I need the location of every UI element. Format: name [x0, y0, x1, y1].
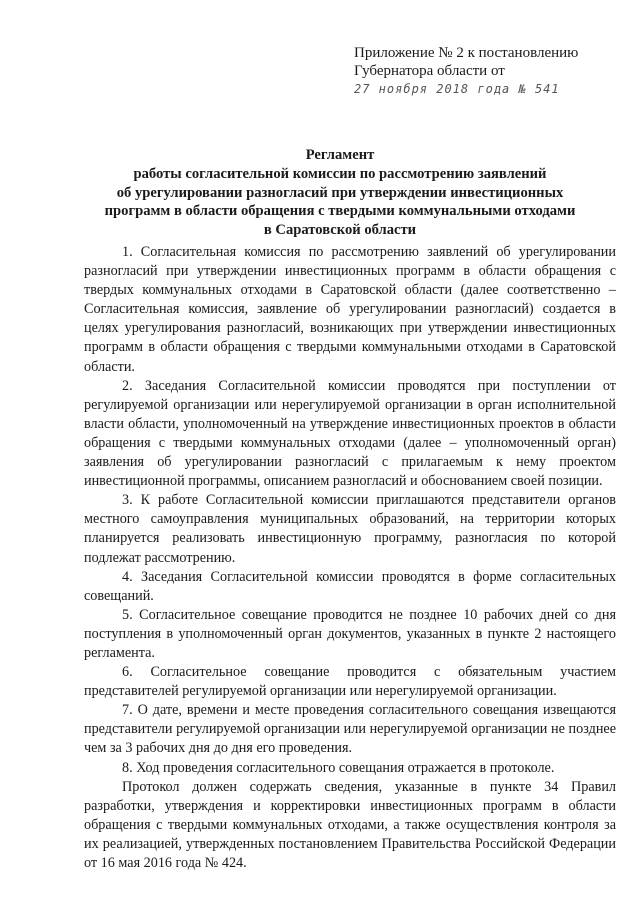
appendix-line-2: Губернатора области от: [354, 63, 505, 79]
paragraph-6: 6. Согласительное совещание проводится с обязательным участием представителей регулируемой организации или нерегулируемой организации.: [84, 664, 616, 700]
paragraph-7: 7. О дате, времени и месте проведения согласительного совещания извещаются представители регулируемой организации или нерегулируемой организации не позднее чем за 3 рабочих дня до дня его проведения.: [84, 702, 616, 757]
title-line-4: программ в области обращения с твердыми коммунальными отходами: [104, 203, 576, 220]
appendix-header: [354, 44, 624, 98]
title-line-2: работы согласительной комиссии по рассмотрению заявлений: [133, 165, 547, 182]
paragraph-1: 1. Согласительная комиссия по рассмотрению заявлений об урегулировании разногласий при утверждении инвестиционных программ в области обращения с твердых коммунальных отходами в Саратовской области (далее соответственно – Согласительная комиссия, заявление об урегулировании разногласий) создается в целях урегулирования разногласий, возникающих при утверждении инвестиционных программ в области обращения с твердыми коммунальными отходами в Саратовской области.: [84, 244, 616, 375]
title-line-5: в Саратовской области: [263, 222, 417, 239]
paragraph-4: 4. Заседания Согласительной комиссии проводятся в форме согласительных совещаний.: [84, 568, 616, 604]
paragraph-5: 5. Согласительное совещание проводится не позднее 10 рабочих дней со дня поступления в уполномоченный орган документов, указанных в пункте 2 настоящего регламента.: [84, 606, 616, 661]
document-body: [84, 243, 616, 873]
document-title: [70, 146, 610, 240]
title-line-1: Регламент: [305, 147, 375, 163]
appendix-date-stamp: 27 ноября 2018 года № 541: [354, 82, 560, 96]
paragraph-2: 2. Заседания Согласительной комиссии проводятся при поступлении от регулируемой организации или нерегулируемой организации в орган исполнительной власти области, уполномоченный на утверждение инвестиционных проектов в области обращения с твердыми коммунальных отходами (далее – уполномоченный орган) заявления об урегулировании разногласий с прилагаемым к нему проектом инвестиционной программы, описанием разногласий и обоснованием своей позиции.: [84, 377, 616, 490]
title-line-3: об урегулировании разногласий при утверждении инвестиционных: [116, 184, 564, 201]
paragraph-9: Протокол должен содержать сведения, указанные в пункте 34 Правил разработки, утверждения и корректировки инвестиционных программ в области обращения с твердыми коммунальных отходами, а также осуществления контроля за их реализацией, утвержденных постановлением Правительства Российской Федерации от 16 мая 2016 года № 424.: [84, 778, 616, 871]
paragraph-3: 3. К работе Согласительной комиссии приглашаются представители органов местного самоуправления муниципальных образований, на территории которых планируется реализовать инвестиционную программу, разногласия по которой подлежат рассмотрению.: [84, 492, 616, 566]
paragraph-8: 8. Ход проведения согласительного совещания отражается в протоколе.: [122, 759, 555, 776]
appendix-line-1: Приложение № 2 к постановлению: [354, 45, 579, 61]
